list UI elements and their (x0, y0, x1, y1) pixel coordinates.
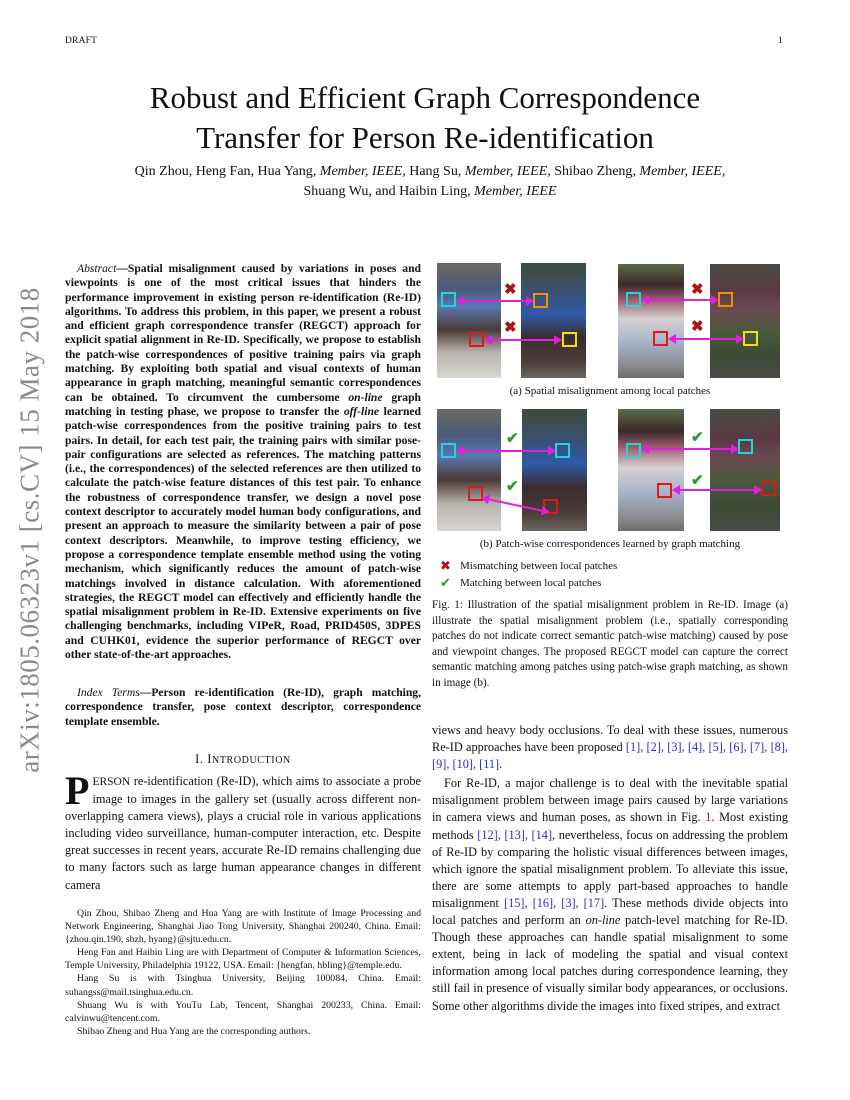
abstract-emphasis: off-line (343, 404, 380, 418)
arxiv-stamp-text: arXiv:1805.06323v1 [cs.CV] 15 May 2018 (14, 287, 45, 773)
correspondence-arrow (462, 450, 550, 452)
introduction-paragraph (65, 768, 421, 894)
body-text: patch-level matching for Re-ID. Though these approaches can handle spatial misalignment to some extent, being in lack of modeling the spatial and visual context information among local patches during correspondence learning, they still fail in presence of visually similar body appearances, or occlusions. Some other algorithms divide the images into fixed stripes, and extract (432, 913, 788, 1013)
author-text: Hang Su, (405, 164, 465, 179)
author-list (90, 162, 770, 202)
section-heading-introduction (65, 752, 421, 767)
abstract-text: Spatial misalignment caused by variations in poses and viewpoints is one of the most critical issues that hinders the performance improvement in existing person re-identification (Re-ID) algorithms. To address this problem, in this paper, we present a robust and efficient graph correspondence transfer (REGCT) approach for explicit spatial alignment in Re-ID. Specifically, we propose to establish the patch-wise correspondences of positive training pairs via graph matching. By exploiting both spatial and visual contexts of human appearance in graph matching, meaningful semantic correspondences can be obtained. To circumvent the cumbersome (65, 262, 421, 404)
abstract (65, 262, 421, 662)
person-image-a2 (521, 263, 586, 378)
cross-icon: ✖ (504, 282, 517, 298)
cross-icon: ✖ (504, 320, 517, 336)
patch-red (653, 331, 668, 346)
subcaption-a: (a) Spatial misalignment among local patches (509, 385, 711, 397)
page-number: 1 (778, 36, 783, 46)
patch-cyan (441, 443, 456, 458)
drop-cap: P (65, 768, 90, 813)
patch-cyan (738, 439, 753, 454)
person-image-a4 (710, 264, 780, 378)
paragraph: views and heavy body occlusions. To deal with these issues, numerous Re-ID approaches have been proposed [1], [2], [3], [4], [5], [6], [7], [8], [9], [10], [11]. (432, 723, 788, 772)
footnote: Shuang Wu is with YouTu Lab, Tencent, Shanghai 200233, China. Email: calvinwu@tencent.com. (65, 999, 421, 1024)
section-title-initial: I (207, 752, 213, 766)
correspondence-arrow (490, 339, 556, 341)
footnote: Hang Su is with Tsinghua University, Beijing 100084, China. Email: suhangss@mail.tsinghua.edu.cn. (65, 973, 421, 998)
patch-red (657, 483, 672, 498)
cross-icon: ✖ (691, 282, 704, 298)
author-line-1 (90, 162, 770, 182)
check-icon: ✔ (506, 479, 519, 495)
subcaption-b: (b) Patch-wise correspondences learned by graph matching (479, 538, 741, 550)
footnote: Heng Fan and Haibin Ling are with Department of Computer & Information Sciences, Temple University, Philadelphia 19122, USA. Email: {hengfan, hbling}@temple.edu. (65, 947, 421, 972)
person-image-b4 (710, 409, 780, 531)
patch-orange (533, 293, 548, 308)
citation-link[interactable]: [1], [2], [3], [4], [5], [6], [7], [8], [9], [10], [11] (432, 740, 788, 772)
correspondence-arrow (674, 338, 738, 340)
abstract-text: learned patch-wise correspondences from the positive training pairs to test pairs. In detail, for each test pair, the training pairs with similar pose-pair configurations are selected as references. The matching patterns (i.e., the correspondences) of the selected references are then utilized to calculate the patch-wise feature distances of this test pair. To enhance the robustness of correspondence transfer, we design a novel pose context descriptor to accurately model human body configurations, and present an approach to measure the similarity between a pair of pose context descriptors. Meanwhile, to improve testing efficiency, we propose a correspondence template ensemble method using the voting mechanism, which significantly reduces the amount of patch-wise matchings involved in distance calculation. With aforementioned strategies, the REGCT model can effectively and efficiently handle the spatial misalignment problem in Re-ID. Extensive experiments on five challenging benchmarks, including VIPeR, Road, PRID450S, 3DPES and CUHK01, evidence the superior performance of REGCT over other state-of-the-art approaches. (65, 404, 421, 662)
index-terms-text: Person re-identification (Re-ID), graph matching, correspondence transfer, pose context descriptor, correspondence template ensemble. (65, 686, 422, 728)
intro-smallcaps: ERSON (92, 776, 131, 788)
abstract-emphasis: on-line (348, 390, 383, 404)
title-line-2: Transfer for Person Re-identification (196, 120, 654, 155)
check-icon: ✔ (506, 431, 519, 447)
person-image-b3 (618, 409, 684, 531)
right-column-text (432, 722, 788, 1015)
author-membership: Member, IEEE (474, 184, 557, 199)
legend-label: Matching between local patches (460, 576, 602, 589)
author-line-2 (90, 182, 770, 202)
patch-cyan (555, 443, 570, 458)
patch-cyan (626, 443, 641, 458)
legend-label: Mismatching between local patches (460, 559, 618, 572)
arxiv-stamp (10, 285, 50, 775)
body-emphasis: on-line (585, 913, 621, 928)
author-footnotes (65, 907, 421, 1038)
index-terms (65, 686, 421, 729)
index-terms-label: Index Terms (77, 686, 140, 699)
abstract-text: graph matching in testing phase, we propose to transfer the (65, 390, 421, 418)
correspondence-arrow (462, 300, 528, 302)
section-title-rest: NTRODUCTION (212, 755, 291, 766)
figure-reference-link[interactable]: 1 (705, 810, 712, 825)
author-membership: Member, IEEE, (319, 164, 406, 179)
patch-cyan (441, 292, 456, 307)
section-number: I. (195, 752, 208, 766)
patch-yellow (562, 332, 577, 347)
author-membership: Member, IEEE, (639, 164, 726, 179)
abstract-label: Abstract (77, 262, 117, 275)
patch-red (469, 332, 484, 347)
abstract-dash: — (116, 262, 128, 275)
cross-icon: ✖ (440, 557, 451, 573)
legend-item-match (440, 574, 617, 591)
paper-title (0, 78, 850, 158)
cross-icon: ✖ (691, 319, 704, 335)
check-icon: ✔ (691, 473, 704, 489)
paragraph (432, 775, 788, 1014)
author-text: Qin Zhou, Heng Fan, Hua Yang, (134, 164, 320, 179)
body-text: . Most existing methods (432, 810, 788, 842)
check-icon: ✔ (691, 430, 704, 446)
correspondence-arrow (647, 299, 713, 301)
title-line-1: Robust and Efficient Graph Correspondence (149, 80, 701, 115)
figure-legend (440, 557, 617, 591)
correspondence-arrow (678, 489, 756, 491)
intro-text: re-identification (Re-ID), which aims to associate a probe image to images in the gallery set (usually across different non-overlapping camera views), plays a crucial role in various applications including video surveillance, human-computer interaction, etc. Despite great successes in recent years, accurate Re-ID remains challenging due to many factors such as large human appearance changes in different camera (65, 774, 421, 892)
citation-link[interactable]: [15], [16], [3], [17] (504, 895, 605, 910)
body-text: views and heavy body occlusions. To deal with these issues, numerous Re-ID approaches have been proposed (432, 723, 788, 755)
index-terms-dash: — (139, 686, 152, 699)
author-text: Shibao Zheng, (550, 164, 640, 179)
running-header-draft: DRAFT (65, 36, 98, 46)
patch-yellow (743, 331, 758, 346)
body-text: . These methods divide objects into local patches and perform an (432, 895, 788, 928)
author-text: Shuang Wu, and Haibin Ling, (303, 184, 475, 199)
correspondence-arrow (647, 448, 733, 450)
patch-red (761, 481, 776, 496)
footnote: Shibao Zheng and Hua Yang are the corresponding authors. (77, 1025, 311, 1037)
body-text: For Re-ID, a major challenge is to deal with the inevitable spatial misalignment problem between image pairs caused by large variations in camera views and human poses, as shown in Fig. (432, 776, 788, 825)
legend-item-mismatch (440, 557, 617, 574)
body-text: , nevertheless, focus on addressing the problem of Re-ID by comparing the holistic visual differences between images, which ignore the spatial misalignment problem. To alleviate this issue, there are some attempts to apply part-based approaches to handle misalignment (432, 827, 788, 910)
patch-orange (718, 292, 733, 307)
person-image-b1 (437, 409, 501, 531)
person-image-a1 (437, 263, 501, 378)
check-icon: ✔ (440, 574, 451, 590)
footnote: Qin Zhou, Shibao Zheng and Hua Yang are with Institute of Image Processing and Network Engineering, Shanghai Jiao Tong University, Shanghai 200240, China. Email: {zhou.qin.190, sbzh, hyang}@sjtu.edu.cn. (65, 908, 421, 946)
citation-link[interactable]: [12], [13], [14] (477, 827, 553, 842)
author-membership: Member, IEEE, (464, 164, 551, 179)
patch-cyan (626, 292, 641, 307)
person-image-a3 (618, 264, 684, 378)
figure-caption: Fig. 1: Illustration of the spatial misalignment problem in Re-ID. Image (a) illustrate the spatial misalignment problem (i.e., spatially corresponding patches do not indicate correct semantic patch-wise matching) caused by pose and viewpoint changes. The proposed REGCT model can capture the correct semantic matching among patches using patch-wise graph matching, as shown in image (b). (432, 599, 788, 689)
